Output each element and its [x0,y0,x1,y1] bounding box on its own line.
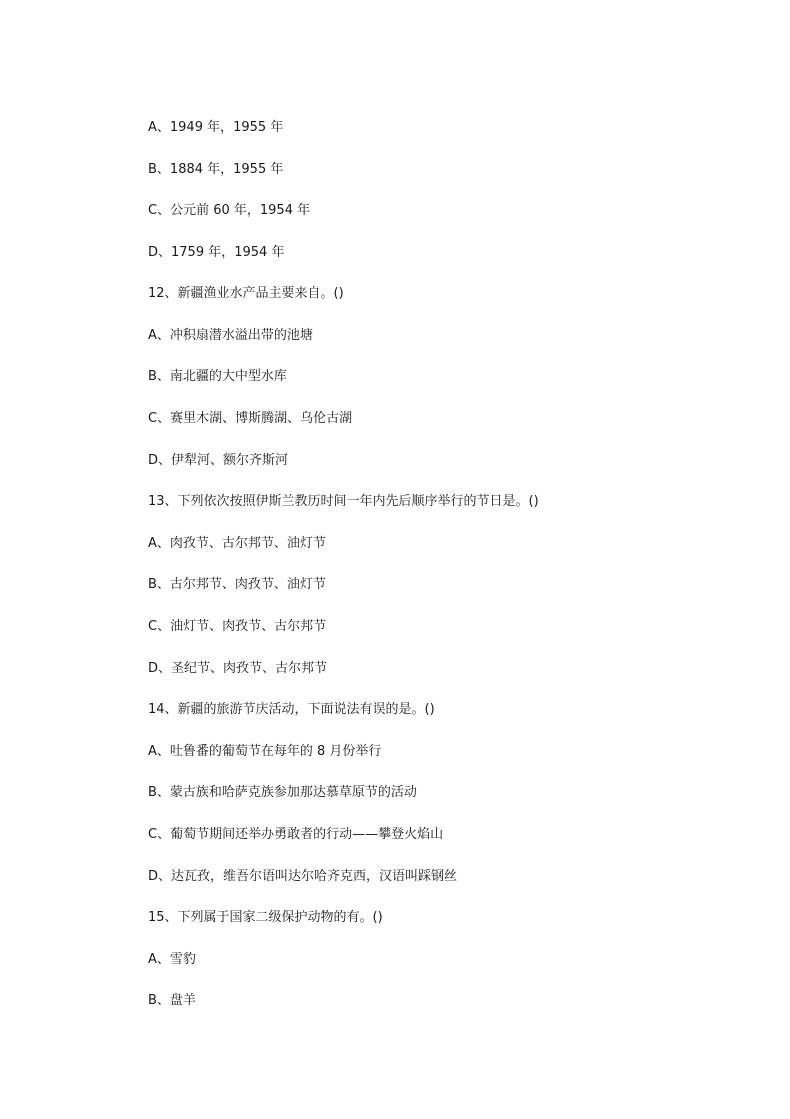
option-line: B、1884 年，1955 年 [148,162,284,177]
option-line: D、1759 年，1954 年 [148,245,285,260]
option-line: C、葡萄节期间还举办勇敢者的行动——攀登火焰山 [148,827,444,842]
option-line: D、圣纪节、肉孜节、古尔邦节 [148,661,328,676]
option-line: B、南北疆的大中型水库 [148,369,287,384]
option-line: A、肉孜节、古尔邦节、油灯节 [148,536,326,551]
option-line: A、冲积扇潜水溢出带的池塘 [148,328,313,343]
option-line: D、达瓦孜，维吾尔语叫达尔哈齐克西，汉语叫踩钢丝 [148,869,458,884]
option-line: B、蒙古族和哈萨克族参加那达慕草原节的活动 [148,785,417,800]
option-line: D、伊犁河、额尔齐斯河 [148,453,289,468]
option-line: C、公元前 60 年，1954 年 [148,203,311,218]
question-line: 15、下列属于国家二级保护动物的有。() [148,910,383,925]
option-line: C、油灯节、肉孜节、古尔邦节 [148,619,327,634]
option-line: A、雪豹 [148,952,196,967]
question-line: 12、新疆渔业水产品主要来自。() [148,286,344,301]
question-line: 14、新疆的旅游节庆活动，下面说法有误的是。() [148,702,435,717]
option-line: A、1949 年，1955 年 [148,120,284,135]
option-line: C、赛里木湖、博斯腾湖、乌伦古湖 [148,411,353,426]
option-line: A、吐鲁番的葡萄节在每年的 8 月份举行 [148,744,382,759]
option-line: B、盘羊 [148,993,196,1008]
question-line: 13、下列依次按照伊斯兰教历时间一年内先后顺序举行的节日是。() [148,494,539,509]
option-line: B、古尔邦节、肉孜节、油灯节 [148,577,326,592]
